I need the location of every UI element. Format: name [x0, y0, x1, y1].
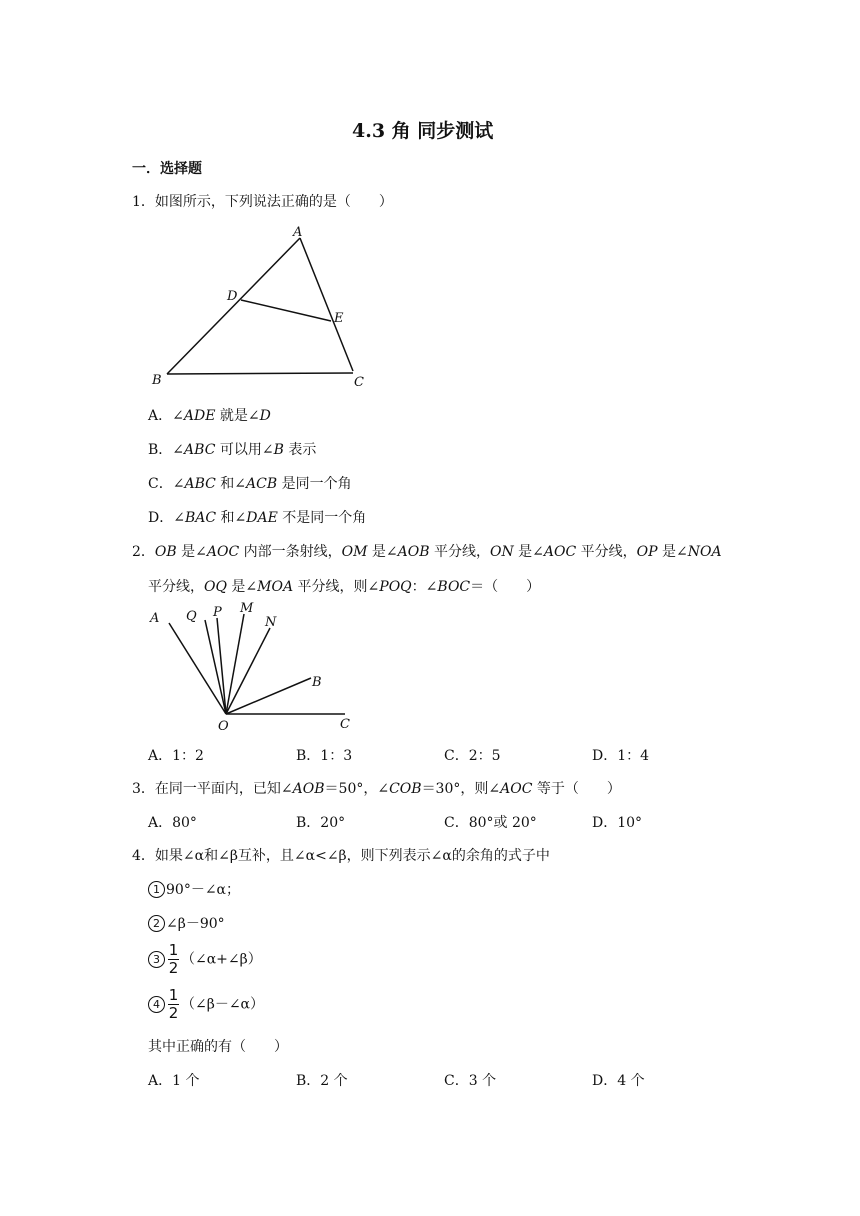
- text-run: ＝50°，∠: [324, 781, 390, 797]
- text-run: MOA: [257, 579, 294, 595]
- text-run: 是∠: [176, 544, 207, 560]
- q2-figure-rays: [140, 598, 370, 734]
- q1-label-E: E: [334, 311, 344, 326]
- q1-label-A: A: [293, 225, 303, 240]
- q1-option-c: C．∠ABC 和∠ACB 是同一个角: [148, 476, 352, 492]
- text-run: ＝（ ）: [470, 579, 541, 595]
- q4-option-b: B．2 个: [296, 1073, 348, 1089]
- section-heading: 一．选择题: [132, 161, 202, 177]
- q2-label-M: M: [240, 601, 254, 616]
- text-run: AOC: [543, 544, 577, 560]
- text-run: 3．在同一平面内，已知∠: [132, 781, 293, 797]
- q4-closing: 其中正确的有（ ）: [148, 1039, 288, 1055]
- q3-option-d: D．10°: [592, 815, 643, 831]
- q4-item-4: 4 $\frac{1}{2}$ （∠β－∠α）: [148, 987, 264, 1022]
- text-run: COB: [389, 781, 422, 797]
- fraction-one-half: $\frac{1}{2}$: [168, 986, 179, 1022]
- q3-option-a: A．80°: [148, 815, 197, 831]
- text-run: OM: [341, 544, 368, 560]
- text-run: 平分线，: [148, 579, 204, 595]
- q3-stem: [132, 778, 621, 798]
- q1-stem: 1．如图所示，下列说法正确的是（ ）: [132, 194, 393, 210]
- text-run: NOA: [687, 544, 722, 560]
- text-run: 内部一条射线，: [239, 544, 342, 560]
- q4-stem: 4．如果∠α和∠β互补，且∠α<∠β，则下列表示∠α的余角的式子中: [132, 848, 550, 864]
- text-run: POQ: [379, 579, 412, 595]
- q2-option-a: A．1：2: [148, 748, 204, 764]
- text-run: BOC: [437, 579, 471, 595]
- text-run: ：∠: [411, 579, 438, 595]
- text-run: 平分线，则∠: [293, 579, 380, 595]
- q2-label-C: C: [340, 717, 350, 732]
- text-run: 平分线，: [429, 544, 490, 560]
- q1-option-d: D．∠BAC 和∠DAE 不是同一个角: [148, 510, 367, 526]
- q4-item-1: 1 90°－∠α；: [148, 879, 240, 899]
- q2-label-O: O: [218, 719, 229, 734]
- q2-option-c: C．2：5: [444, 748, 501, 764]
- text-run: 是∠: [367, 544, 398, 560]
- q2-stem-line2: [148, 576, 540, 596]
- fraction-one-half: $\frac{1}{2}$: [168, 941, 179, 977]
- q1-option-b: B．∠ABC 可以用∠B 表示: [148, 442, 317, 458]
- q2-option-b: B．1：3: [296, 748, 353, 764]
- q1-figure-triangle: [140, 222, 380, 394]
- text-run: OB: [154, 544, 177, 560]
- text-run: 等于（ ）: [532, 781, 621, 797]
- text-run: 是∠: [513, 544, 544, 560]
- text-run: OQ: [204, 579, 227, 595]
- q1-label-C: C: [354, 375, 364, 390]
- q4-option-d: D．4 个: [592, 1073, 645, 1089]
- text-run: 平分线，: [576, 544, 637, 560]
- q4-item-2: 2 ∠β－90°: [148, 913, 225, 933]
- text-run: ON: [489, 544, 514, 560]
- text-run: AOC: [206, 544, 240, 560]
- q2-label-B: B: [312, 675, 322, 690]
- text-run: AOB: [397, 544, 430, 560]
- q4-item-3: 3 $\frac{1}{2}$ （∠α+∠β）: [148, 942, 262, 977]
- q2-stem-line1: 2．OB 是∠AOC 内部一条射线，OM 是∠AOB 平分线，ON 是∠AOC 平分线，OP 是∠NOA: [132, 544, 722, 560]
- text-run: 是∠: [226, 579, 258, 595]
- page-title: 4.3 角 同步测试: [352, 120, 494, 142]
- text-run: OP: [636, 544, 658, 560]
- q2-label-P: P: [213, 605, 222, 620]
- q1-option-a: A．∠ADE 就是∠D: [148, 408, 271, 424]
- q1-label-D: D: [227, 289, 238, 304]
- q2-option-d: D．1：4: [592, 748, 650, 764]
- q4-option-c: C．3 个: [444, 1073, 497, 1089]
- q3-option-b: B．20°: [296, 815, 346, 831]
- text-run: ＝30°，则∠: [421, 781, 501, 797]
- q2-label-N: N: [265, 615, 277, 630]
- q2-label-Q: Q: [186, 609, 197, 624]
- text-run: AOB: [292, 781, 325, 797]
- q3-option-c: C．80°或 20°: [444, 815, 537, 831]
- text-run: AOC: [500, 781, 533, 797]
- text-run: 是∠: [657, 544, 688, 560]
- q2-label-A: A: [150, 611, 160, 626]
- q1-label-B: B: [152, 373, 162, 388]
- q4-option-a: A．1 个: [148, 1073, 200, 1089]
